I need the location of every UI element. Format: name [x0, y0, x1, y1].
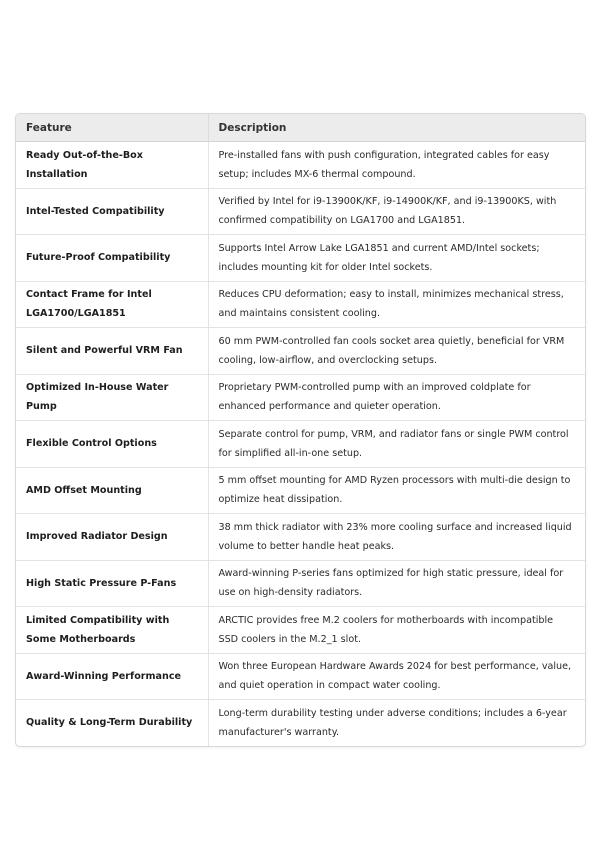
table-row [16, 281, 585, 328]
table-row [16, 328, 585, 375]
feature-cell: Optimized In-House Water Pump [16, 374, 208, 421]
table-header [16, 114, 585, 142]
description-cell: Award-winning P-series fans optimized for high static pressure, ideal for use on high-density radiators. [208, 560, 585, 607]
feature-cell: Improved Radiator Design [16, 514, 208, 561]
header-row [16, 114, 585, 142]
feature-cell: AMD Offset Mounting [16, 467, 208, 514]
table-body [16, 142, 585, 746]
feature-cell: Limited Compatibility with Some Motherboards [16, 607, 208, 654]
table-row [16, 560, 585, 607]
table-row [16, 188, 585, 235]
feature-cell: Silent and Powerful VRM Fan [16, 328, 208, 375]
table-row [16, 235, 585, 282]
description-cell: Pre-installed fans with push configuration, integrated cables for easy setup; includes MX-6 thermal compound. [208, 142, 585, 189]
feature-cell: Contact Frame for Intel LGA1700/LGA1851 [16, 281, 208, 328]
table-row [16, 374, 585, 421]
feature-cell: High Static Pressure P-Fans [16, 560, 208, 607]
description-cell: 5 mm offset mounting for AMD Ryzen processors with multi-die design to optimize heat dissipation. [208, 467, 585, 514]
description-cell: Proprietary PWM-controlled pump with an improved coldplate for enhanced performance and quieter operation. [208, 374, 585, 421]
feature-cell: Ready Out-of-the-Box Installation [26, 149, 143, 180]
feature-cell: Future-Proof Compatibility [16, 235, 208, 282]
description-cell: Won three European Hardware Awards 2024 for best performance, value, and quiet operation in compact water cooling. [208, 653, 585, 700]
description-cell: Reduces CPU deformation; easy to install, minimizes mechanical stress, and maintains consistent cooling. [208, 281, 585, 328]
feature-table [15, 113, 586, 747]
description-cell: ARCTIC provides free M.2 coolers for motherboards with incompatible SSD coolers in the M.2_1 slot. [208, 607, 585, 654]
table-row [16, 467, 585, 514]
description-cell: Supports Intel Arrow Lake LGA1851 and current AMD/Intel sockets; includes mounting kit for older Intel sockets. [208, 235, 585, 282]
feature-table-grid [16, 114, 585, 746]
table-row [16, 421, 585, 468]
column-header-feature: Feature [16, 114, 208, 142]
table-row [16, 700, 585, 746]
feature-cell: Award-Winning Performance [16, 653, 208, 700]
table-row [16, 607, 585, 654]
description-cell: Separate control for pump, VRM, and radiator fans or single PWM control for simplified all-in-one setup. [208, 421, 585, 468]
description-cell: Long-term durability testing under adverse conditions; includes a 6-year manufacturer's warranty. [208, 700, 585, 746]
feature-cell: Intel-Tested Compatibility [16, 188, 208, 235]
feature-cell: Quality & Long-Term Durability [16, 700, 208, 746]
column-header-description: Description [208, 114, 585, 142]
description-cell: Verified by Intel for i9-13900K/KF, i9-14900K/KF, and i9-13900KS, with confirmed compatibility on LGA1700 and LGA1851. [208, 188, 585, 235]
description-cell: 38 mm thick radiator with 23% more cooling surface and increased liquid volume to better handle heat peaks. [208, 514, 585, 561]
feature-cell: Flexible Control Options [16, 421, 208, 468]
description-cell: 60 mm PWM-controlled fan cools socket area quietly, beneficial for VRM cooling, low-airflow, and overclocking setups. [208, 328, 585, 375]
table-row [16, 142, 585, 189]
table-row [16, 514, 585, 561]
table-row [16, 653, 585, 700]
